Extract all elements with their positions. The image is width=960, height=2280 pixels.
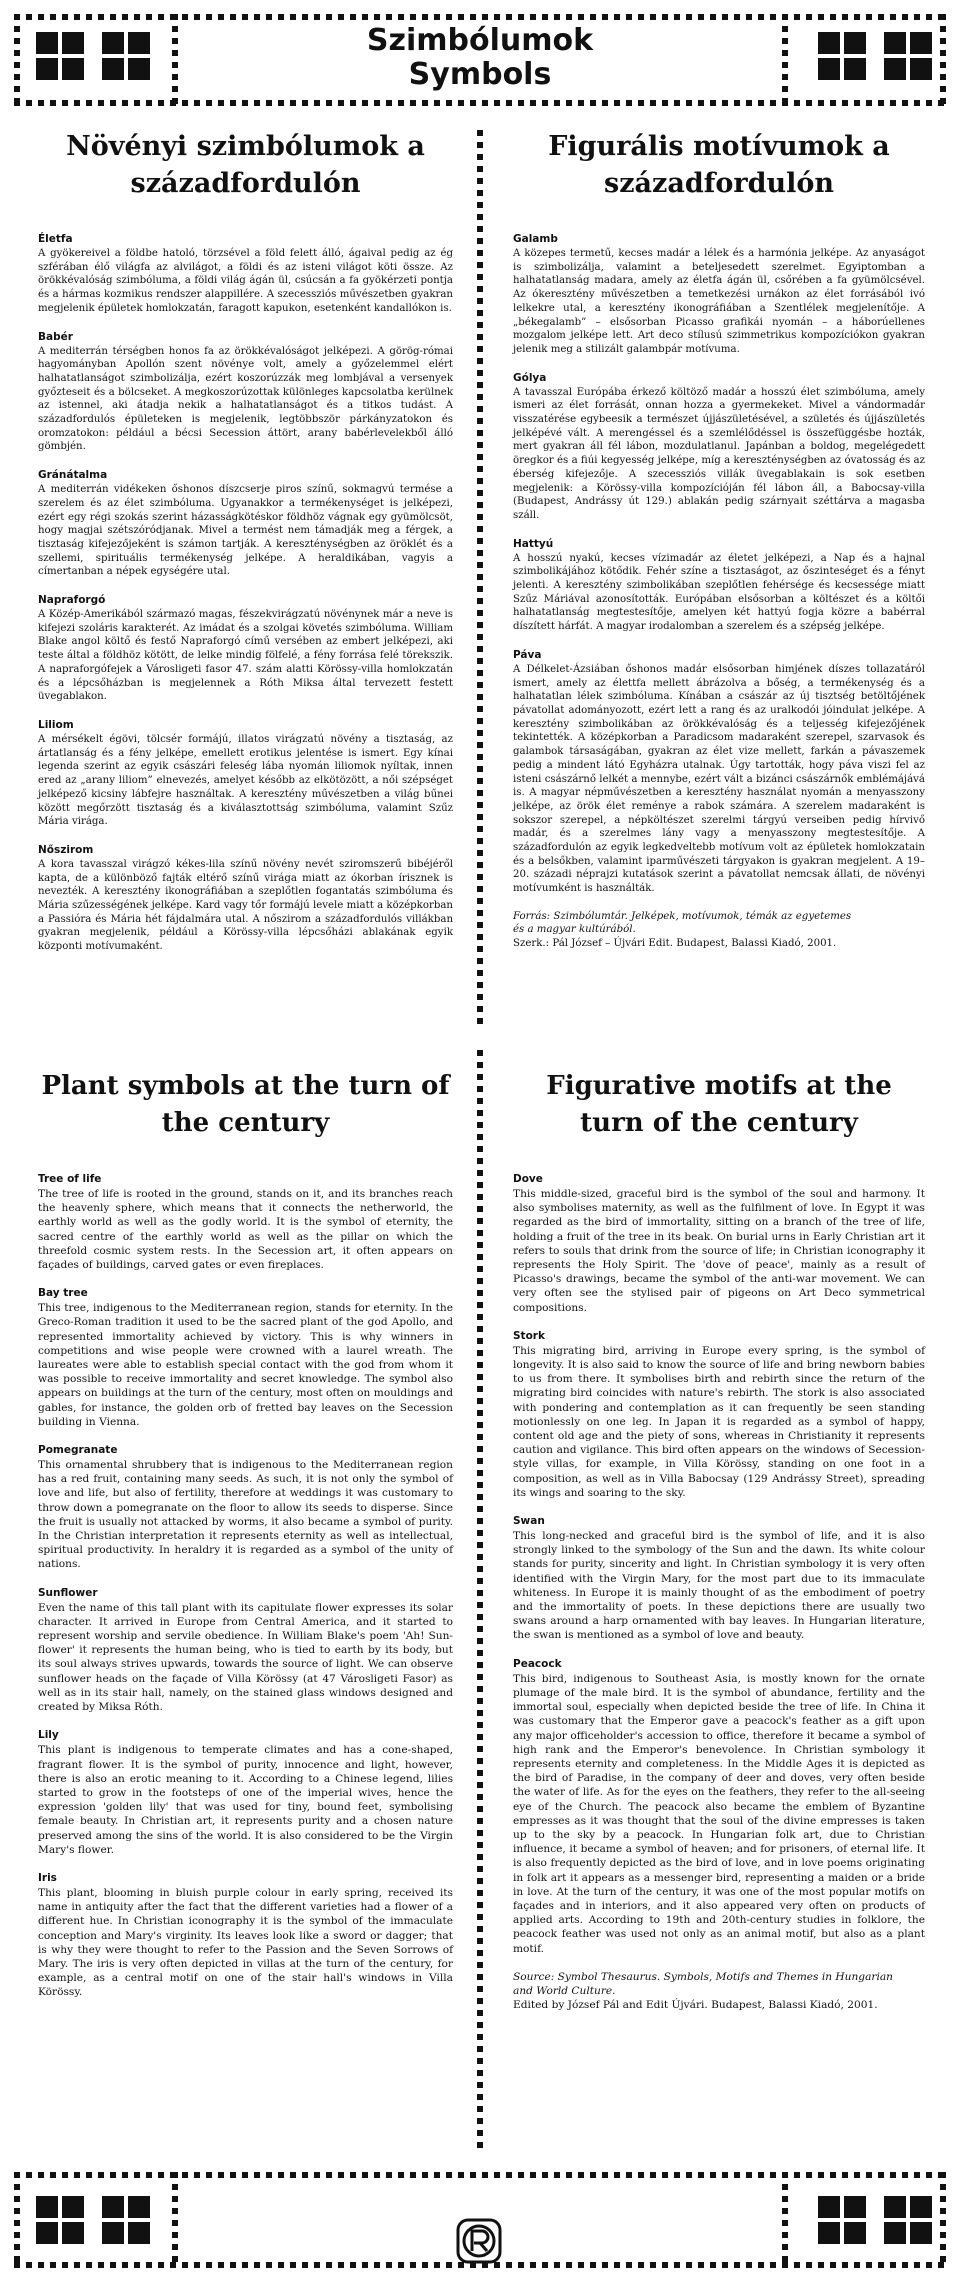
hu-plant-column: [38, 128, 453, 968]
symbol-name: Páva: [513, 648, 542, 661]
symbol-entry: [513, 1172, 925, 1315]
symbol-entry: [513, 648, 925, 896]
footer-left-border: [14, 2172, 20, 2268]
source-line: Szerk.: Pál József – Újvári Edit. Budapest, Balassi Kiadó, 2001.: [513, 937, 837, 949]
footer-squares-left: [36, 2196, 150, 2244]
symbol-entry: [38, 718, 453, 829]
symbol-name: Lily: [38, 1729, 59, 1742]
source-line: és a magyar kultúrából.: [513, 924, 636, 936]
symbol-entry: [38, 468, 453, 579]
header-divider-left: [172, 14, 178, 106]
symbol-entry: [38, 1172, 453, 1272]
symbol-entry: [513, 371, 925, 523]
symbol-description: The tree of life is rooted in the ground, stands on it, and its branches reach the heavenly sphere, which means that it connects the netherworld, the earthly world as well as the godly world. It is the symbol of eternity, the sacred centre of the earthly world as well as the pillar on which the threefold cosmic system rests. In the Secession art, it often appears on façades of buildings, carved gates or even fireplaces.: [38, 1188, 453, 1272]
symbol-description: This long-necked and graceful bird is the symbol of life, and it is also strongly linked to the symbology of the Sun and the dawn. Its white colour stands for purity, sincerity and light. In Christian symbology it is very often identified with the Virgin Mary, for the most part due to its immaculate whiteness. In Europe it is mainly thought of as the embodiment of poetry and the immortality of poets. In these depictions there are usually two swans around a harp ornamented with bay leaves. In Hungarian literature, the swan is mentioned as a symbol of love and beauty.: [513, 1530, 925, 1642]
symbol-description: A Délkelet-Ázsiában őshonos madár elsősorban himjének díszes tollazatáról ismert, amely az élettfa mellett ábrázolva a bőség, a termékenység és a halhatatlan lélek szimbóluma. Kínában a császár az új tisztség betöltőjének pávatollat adományozott, ezért lett a rang és az uralkodói jóindulat jelképe. A keresztény szimbolikában az örökkévalóság és a teljesség kifejezőjének tekintették. A középkorban a Paradicsom madaraként szerepel, szarvasok és galambok társaságában, gyakran az élet vize mellett, farkán a pávaszemek pedig a mindent látó Egyházra utalnak. Úgy tartották, hogy páva viszi fel az isteni császárnő lelkét a mennybe, ezért vált a bizánci császárnők emblémájává is. A magyar népművészetben a keresztény használat nyomán a menyasszony jelképe, az örök élet reménye a rabok számára. A szerelem madaraként is sokszor szerepel, a népköltészet szerelmi tárgyú verseiben pedig hírvivő madár, és a szerelmes lány vagy a menyasszony megtestesítője. A századfordulón az egyik legkedveltebb motívum volt az épületek homlokzatain és a belsőkben, valamint iparművészeti tárgyakon is gyakran megjelent. A 19–20. századi néprajzi kutatások szerint a pávatollat nemcsak állati, de növényi motívumként is használták.: [513, 663, 925, 895]
symbol-name: Bay tree: [38, 1287, 88, 1300]
symbol-entry: [38, 330, 453, 455]
museum-logo-icon: [456, 2218, 502, 2264]
header-top-border: [14, 14, 946, 20]
symbol-description: A mediterrán vidékeken őshonos díszcserje piros színű, sokmagvú termése a szerelem és az élet szimbóluma. Ugyanakkor a termékenységet is jelképezi, ezért egy régi szokás szerint házasságkötéskor földhöz vágnak egy gyümölcsöt, hogy magjai szétszóródjanak. Mivel a termést nem támadják meg a férgek, a tisztaság kifejezőjeként is számon tartják. A kereszténységben az öröklét és a szellemi, spirituális termékenység jelképe. A heraldikában, vagyis a címertanban a népek egységére utal.: [38, 484, 453, 578]
symbol-entry: [513, 1329, 925, 1500]
symbol-name: Stork: [513, 1329, 545, 1342]
header-squares-right: [818, 32, 932, 80]
hu-figurative-column: [513, 128, 925, 950]
symbol-description: A közepes termetű, kecses madár a lélek és a harmónia jelképe. Az anyaságot is szimbolizálja, valamint a beteljesedett szerelmet. Egyiptomban a halhatatlanság madara, amely az életfa ágán ül, csőrében a fa gyümölcsével. Az ókeresztény művészetben a temetkezési urnákon az élet forrásából ivó lelkekre utal, a keresztény ikonográfiában a Szentlélek megjelenítője. A „békegalamb” – elsősorban Picasso grafikái nyomán – a háborúellenes mozgalom jelképe lett. Art deco stílusú szimmetrikus kompozíciókon gyakran jelenik meg a stilizált galambpár motívuma.: [513, 248, 925, 355]
header-left-border: [14, 14, 20, 106]
footer-divider-right: [782, 2172, 788, 2268]
symbol-name: Peacock: [513, 1657, 562, 1670]
hu-figurative-entries: [513, 232, 925, 896]
symbol-name: Liliom: [38, 718, 74, 731]
symbol-name: Nőszirom: [38, 843, 94, 856]
column-divider-top: [477, 130, 483, 1030]
symbol-entry: [513, 1657, 925, 1956]
header-divider-right: [782, 14, 788, 106]
symbol-name: Galamb: [513, 233, 558, 245]
symbol-description: This middle-sized, graceful bird is the symbol of the soul and harmony. It also symbolises maternity, as well as the fulfilment of love. In Egypt it was regarded as the bird of immortality, sitting on a branch of the tree of life, holding a fruit of the tree in its beak. On burial urns in Early Christian art it refers to souls that drink from the source of life; in Christian iconography it represents the Holy Spirit. The 'dove of peace', mainly as a result of Picasso's drawings, became the symbol of the anti-war movement. We can very often see the stylised pair of pigeons on Art Deco symmetrical compositions.: [513, 1188, 925, 1314]
en-plant-column: [38, 1068, 453, 2014]
symbol-description: A Közép-Amerikából származó magas, fészekvirágzatú növénynek már a neve is kifejezi szoláris karakterét. Az imádat és a szolgai követés szimbóluma. William Blake angol költő és festő Napraforgó című versében az embert jelképezi, aki teste által a földhöz kötött, de lelke mindig fölfelé, a fény forrása felé törekszik. A napraforgófejek a Városligeti fasor 47. szám alatti Körössy-villa homlokzatán és a lépcsőházban is megjelennek a Róth Miksa által tervezett festett üvegablakon.: [38, 609, 453, 703]
symbol-name: Sunflower: [38, 1586, 98, 1599]
symbol-description: A tavasszal Európába érkező költöző madár a hosszú élet szimbóluma, amely ismeri az élet forrását, onnan hozza a gyermekeket. Mivel a vándormadár visszatérése egybeesik a természet újjászületésével, a születés és újjászületés jelképévé vált. A merengéssel és a szemlélődéssel is összefüggésbe hozták, mert gyakran áll fél lábon, mozdulatlanul. Japánban a boldog, megelégedett öregkor és a fiúi kegyesség jelképe, míg a kereszténységben az óvatosság és az éberség kifejezője. A szecessziós villák üvegablakain is sok esetben megjelenik: a Körössy-villa kompozícióján fél lábon áll, a Babocsay-villa (Budapest, Andrássy út 129.) ablakán pedig szárnyait széttárva a magasba száll.: [513, 386, 925, 521]
title-english: Symbols: [408, 57, 552, 92]
symbol-entry: [38, 1443, 453, 1572]
symbol-description: This tree, indigenous to the Mediterranean region, stands for eternity. In the Greco-Roman tradition it used to be the sacred plant of the god Apollo, and represented immortality achieved by victory. This is why winners in competitions and wise people were crowned with a laurel wreath. The laureates were able to establish special contact with the god from whom it was possible to receive immortality and secret knowledge. The symbol also appears on buildings at the turn of the century, most often on mouldings and gables, for instance, the golden orb of fretted bay leaves on the Secession building in Vienna.: [38, 1302, 453, 1428]
symbol-description: This bird, indigenous to Southeast Asia, is mostly known for the ornate plumage of the male bird. It is the symbol of abundance, fertility and the immortal soul, especially when depicted beside the tree of life. In China it was customary that the Emperor gave a peacock's feather as a gift upon any major officeholder's accession to office, therefore it became a symbol of high rank and the Emperor's benevolence. In Christian symbology it represents eternity and completeness. In the Middle Ages it is depicted as the bird of Paradise, in the company of deer and doves, very often beside the water of life. As for the eyes on the feathers, they refer to the all-seeing eye of the Church. The peacock also became the emblem of Byzantine empresses as it was thought that the soul of the divine empresses is taken up to the sky by a peacock. In Hungarian folk art, due to Christian influence, it became a symbol of heaven; and for prisoners, of eternal life. It is also frequently depicted as the bird of love, and in love poems originating in folk art it appears as a messenger bird, representing a maiden or a bride in love. At the turn of the century, it was one of the most popular motifs on façades and in interiors, and it also appeared very often on products of applied arts. According to 19th and 20th-century studies in folklore, the peacock feather was used not only as an animal motif, but also as a plant motif.: [513, 1672, 925, 1955]
page-title: [300, 24, 660, 92]
symbol-description: A mérsékelt égövi, tölcsér formájú, illatos virágzatú növény a tisztaság, az ártatlanság és a fény jelképe, emellett erotikus jelentése is ismert. Egy kínai legenda szerint az egyik császári feleség lába nyomán liliomok nyíltak, innen ered az „arany liliom” elnevezés, amelyet később az elkötözött, a női szépséget jelképező kicsiny lábfejre használtak. A keresztény művészetben a világ bűnei között megőrzött tisztaság és a kiválasztottság szimbóluma, valamint Szűz Mária virága.: [38, 733, 453, 828]
symbol-description: A mediterrán térségben honos fa az örökkévalóságot jelképezi. A görög-római hagyományban Apollón szent növénye volt, amely a győzelemmel elért halhatatlanságot szimbolizálja, ezért koszorúzzák meg lombjával a versenyek győzteseit és a bölcseket. A megkoszorúzottak különleges kapcsolatba kerülnek az istennel, aki átadja nekik a halhatatlanságot és a titkos tudást. A századfordulós épületeken is megjelenik, legtöbbször párkányzatokon és oromzatokon: például a bécsi Secession áttört, arany babérlevelekből álló gömbjén.: [38, 345, 453, 453]
hu-source-note: [513, 910, 925, 951]
symbol-entry: [38, 1728, 453, 1857]
en-source-note: [513, 1970, 925, 2013]
hu-figurative-heading: Figurális motívumok a századfordulón: [548, 131, 890, 199]
footer-squares-right: [818, 2196, 932, 2244]
symbol-entry: [513, 232, 925, 357]
symbol-description: A hosszú nyakú, kecses vízimadár az életet jelképezi, a Nap és a hajnal szimbolikájához kötődik. Fehér színe a tisztaságot, az őszinteséget és a fényt jelenti. A keresztény szimbolikában szeplőtlen fehérsége és kecsessége miatt Szűz Máriával azonosították. Európában elsősorban a költészet és a költői halhatatlanság megtestesítője, amelyen két hattyú fogja közre a babérral díszített hárfát. A magyar irodalomban a szerelem és a szépség jelképe.: [513, 552, 925, 633]
symbol-entry: [513, 1514, 925, 1643]
symbol-name: Életfa: [38, 233, 73, 245]
hu-plant-heading: Növényi szimbólumok a századfordulón: [66, 131, 425, 199]
symbol-entry: [38, 843, 453, 954]
source-line: Edited by József Pál and Edit Újvári. Budapest, Balassi Kiadó, 2001.: [513, 1999, 878, 2012]
title-hungarian: Szimbólumok: [366, 23, 594, 58]
hu-plant-entries: [38, 232, 453, 954]
symbol-name: Swan: [513, 1515, 545, 1528]
symbol-description: This ornamental shrubbery that is indigenous to the Mediterranean region has a red fruit, containing many seeds. As such, it is not only the symbol of love and life, but also of fertility, therefore at weddings it was customary to throw down a pomegranate on the floor to allow its seeds to disperse. Since the fruit is usually not attacked by worms, it also became a symbol of purity. In the Christian interpretation it represents eternity as well as intellectual, spiritual productivity. In heraldry it is regarded as a symbol of the unity of nations.: [38, 1459, 453, 1571]
source-line: Forrás: Szimbólumtár. Jelképek, motívumok, témák az egyetemes: [513, 910, 852, 922]
symbol-name: Gránátalma: [38, 469, 108, 482]
en-plant-heading: Plant symbols at the turn of the century: [41, 1071, 450, 1138]
symbol-name: Gólya: [513, 371, 547, 384]
footer-top-border: [14, 2172, 946, 2178]
column-divider-bottom: [477, 1050, 483, 2150]
en-figurative-heading: Figurative motifs at the turn of the century: [546, 1071, 892, 1138]
header-bottom-border: [14, 100, 946, 106]
symbol-name: Tree of life: [38, 1173, 102, 1185]
source-line: Source: Symbol Thesaurus. Symbols, Motifs and Themes in Hungarian: [513, 1970, 893, 1983]
symbol-entry: [38, 593, 453, 704]
symbol-description: This plant, blooming in bluish purple colour in early spring, received its name in antiquity after the fact that the different varieties had a flower of a different hue. In Christian iconography it is the symbol of the immaculate conception and Mary's virginity. Its leaves look like a sword or dagger; that is why they were thought to refer to the Passion and the Seven Sorrows of Mary. The iris is very often depicted in villas at the turn of the century, for example, as a central motif on one of the stair hall's windows in Villa Körössy.: [38, 1886, 453, 1999]
en-figurative-entries: [513, 1172, 925, 1956]
header-right-border: [940, 14, 946, 106]
symbol-entry: [38, 1586, 453, 1715]
symbol-description: This plant is indigenous to temperate climates and has a cone-shaped, fragrant flower. It is the symbol of purity, innocence and light, however, there is also an erotic meaning to it. According to a Chinese legend, lilies started to grow in the footsteps of one of the imperial wives, hence the expression 'golden lily' that was used for tiny, bound feet, symbolising female beauty. In Christian art, it represents purity and a chosen nature preserved among the sins of the world. It is also considered to be the Virgin Mary's flower.: [38, 1744, 453, 1856]
symbol-entry: [38, 1286, 453, 1429]
source-line: and World Culture.: [513, 1984, 616, 1997]
symbol-description: This migrating bird, arriving in Europe every spring, is the symbol of longevity. It is also said to know the source of life and bring newborn babies to us from there. It symbolises birth and rebirth since the return of the migrating bird coincides with nature's rebirth. The stork is also associated with pondering and contemplation as it can frequently be seen standing motionlessly on one leg. In Japan it is regarded as a symbol of happy, content old age and the piety of sons, whereas in Christianity it represents caution and vigilance. This bird often appears on the windows of Secession-style villas, for example, in Villa Körössy, standing on one foot in a composition, as well as in Villa Babocsay (129 Andrássy Street), spreading its wings and soaring to the sky.: [513, 1344, 925, 1499]
en-figurative-column: [513, 1068, 925, 2012]
symbol-name: Hattyú: [513, 537, 554, 550]
symbol-description: A kora tavasszal virágzó kékes-lila színű növény nevét sziromszerű bibéjéről kapta, de a különböző fajták eltérő színű virága miatt az ókorban írisznek is nevezték. A keresztény ikonográfiában a szeplőtlen fogantatás szimbóluma és Mária szűzességének jelképe. Kard vagy tőr formájú levele miatt a középkorban a Passióra és Mária hét fájdalmára utal. A nőszirom a századfordulós villákban gyakran megjelenik, például a Körössy-villa lépcsőházi ablakának egyik központi motívumaként.: [38, 858, 453, 953]
symbol-entry: [38, 1871, 453, 2000]
footer-divider-left: [172, 2172, 178, 2268]
symbol-entry: [38, 232, 453, 316]
symbol-name: Iris: [38, 1871, 57, 1884]
symbol-name: Babér: [38, 330, 73, 343]
footer-right-border: [940, 2172, 946, 2268]
symbol-name: Dove: [513, 1173, 543, 1185]
en-plant-entries: [38, 1172, 453, 2000]
header-squares-left: [36, 32, 150, 80]
symbol-entry: [513, 537, 925, 634]
symbol-description: Even the name of this tall plant with its capitulate flower expresses its solar character. It arrived in Europe from Central America, and it started to represent worship and servile obedience. In William Blake's poem 'Ah! Sun-flower' it represents the human being, who is tied to earth by its body, but its soul always strives upwards, towards the source of light. We can observe sunflower heads on the façade of Villa Körössy (at 47 Városligeti Fasor) as well as in its stair hall, namely, on the stained glass windows designed and created by Miksa Róth.: [38, 1601, 453, 1714]
symbol-description: A gyökereivel a földbe hatoló, törzsével a föld felett álló, ágaival pedig az ég szférában élő világfa az alvilágot, a földi és az isteni világot köti össze. Az örökkévalóság szimbóluma, a földi világ ágán ül, csúcsán a fa gyökérzeti pontja és a hármas kozmikus rendszer alappillére. A szecessziós művészetben gyakran megjelenik épületek homlokzatán, faragott kapukon, esetenként kandallókon is.: [38, 248, 453, 314]
symbol-name: Napraforgó: [38, 594, 106, 607]
symbol-name: Pomegranate: [38, 1444, 118, 1457]
